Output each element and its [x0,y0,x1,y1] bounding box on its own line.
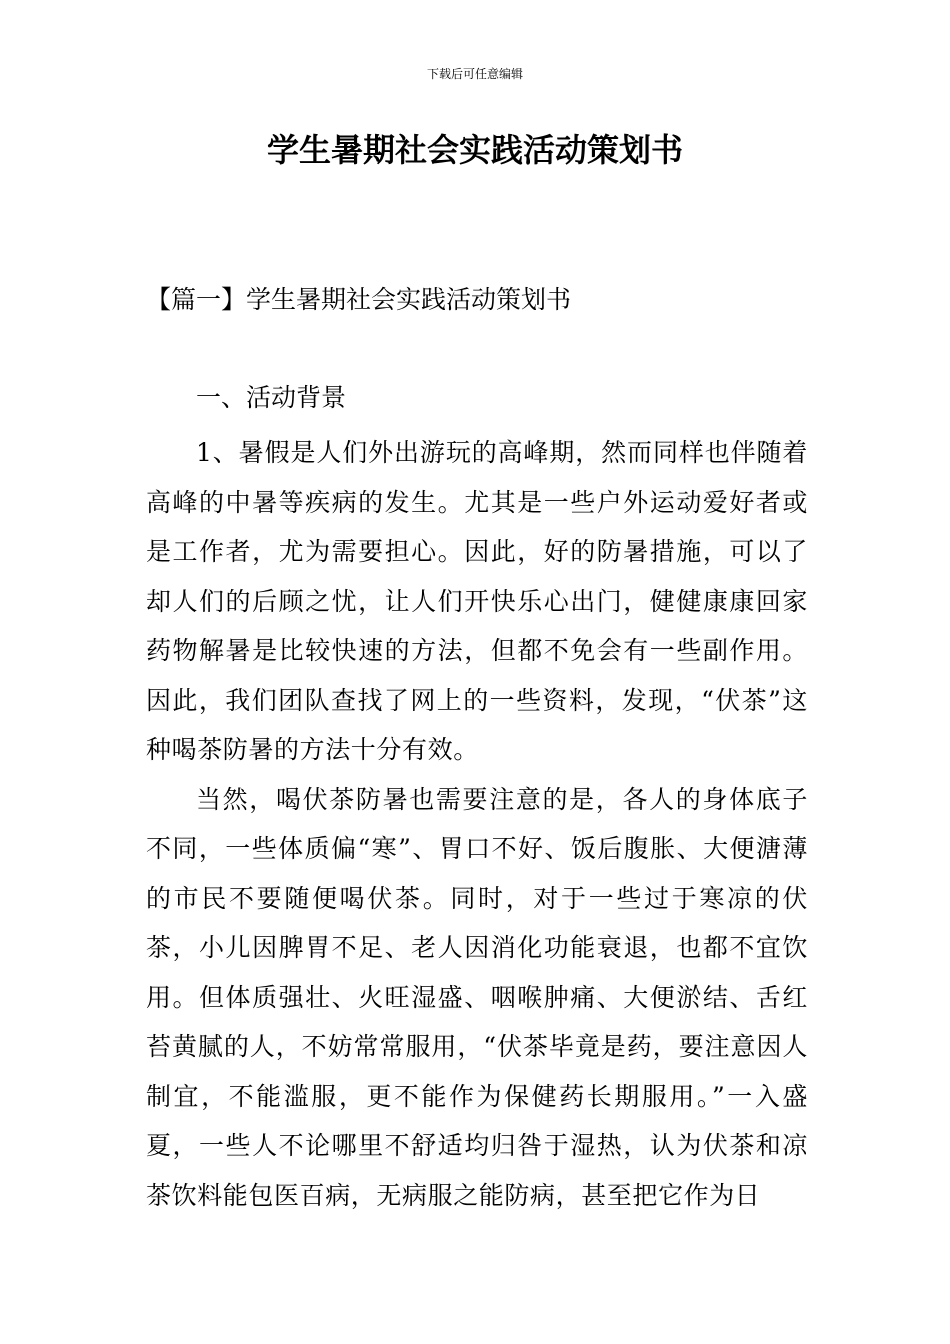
paragraph: 当然，喝伏茶防暑也需要注意的是，各人的身体底子不同，一些体质偏“寒”、胃口不好、饭后腹胀、大便溏薄的市民不要随便喝伏茶。同时，对于一些过于寒凉的伏茶，小儿因脾胃不足、老人因消化功能衰退，也都不宜饮用。但体质强壮、火旺湿盛、咽喉肿痛、大便淤结、舌红苔黄腻的人，不妨常常服用，“伏茶毕竟是药，要注意因人制宜，不能滥服，更不能作为保健药长期服用。”一入盛夏，一些人不论哪里不舒适均归咎于湿热，认为伏茶和凉茶饮料能包医百病，无病服之能防病，甚至把它作为日 [146,784,808,1210]
document-title: 学生暑期社会实践活动策划书 [266,131,683,169]
body-text [146,428,808,1220]
section-title: 【篇一】学生暑期社会实践活动策划书 [146,285,572,314]
sub-heading-background: 一、活动背景 [196,383,347,412]
paragraph: 1、暑假是人们外出游玩的高峰期，然而同样也伴随着高峰的中暑等疾病的发生。尤其是一些户外运动爱好者或是工作者，尤为需要担心。因此，好的防暑措施，可以了却人们的后顾之忧，让人们开快乐心出门，健健康康回家药物解暑是比较快速的方法，但都不免会有一些副作用。因此，我们团队查找了网上的一些资料，发现，“伏茶”这种喝茶防暑的方法十分有效。 [146,438,808,764]
header-note: 下载后可任意编辑 [426,67,523,81]
